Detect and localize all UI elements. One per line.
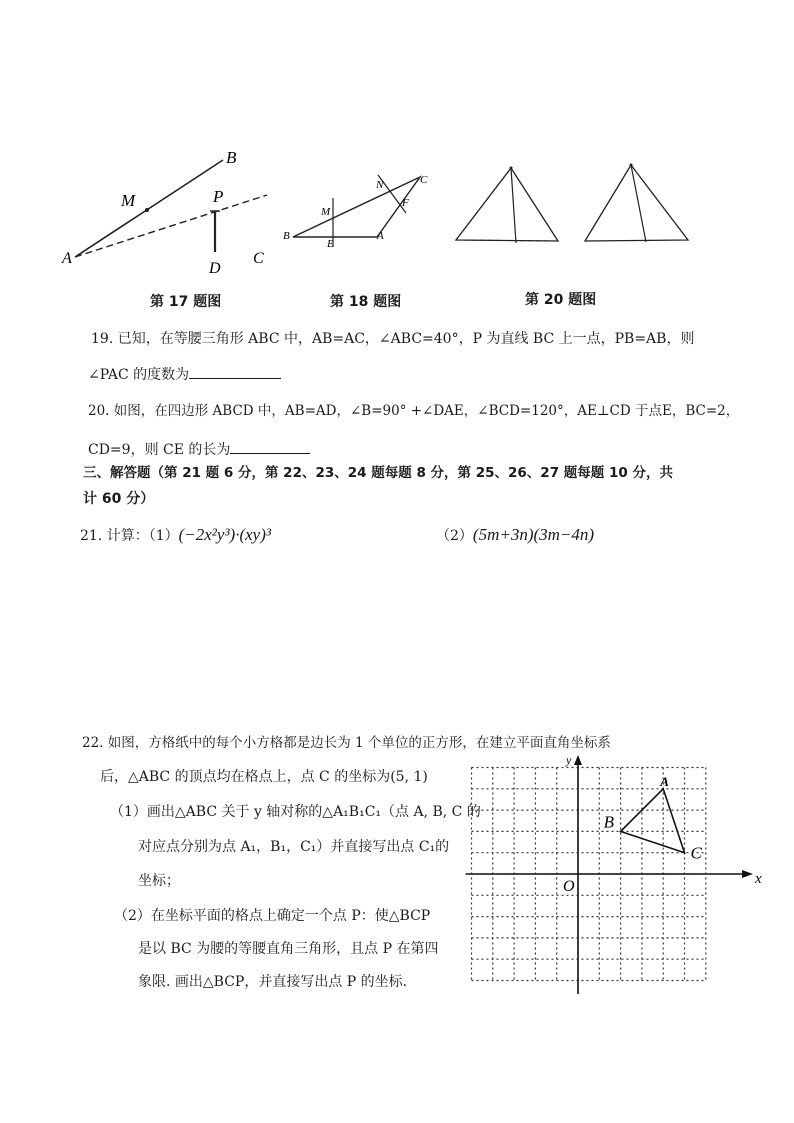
right-triangle	[585, 165, 688, 241]
section-3-line2: 计 60 分）	[83, 491, 155, 507]
segment-AB	[75, 160, 223, 257]
x-axis-arrow	[742, 870, 753, 878]
vertex-dot	[510, 167, 513, 170]
figure-17-caption: 第 17 题图	[150, 294, 222, 310]
point-B-label: B	[603, 812, 614, 832]
q20-line2: CD=9，则 CE 的长为	[88, 442, 231, 458]
left-triangle	[456, 168, 558, 241]
point-C-label: C	[690, 843, 702, 863]
label-N: N	[376, 179, 384, 191]
q19-answer-blank[interactable]	[189, 366, 281, 379]
q22-part1-line2: 对应点分别为点 A₁，B₁，C₁）并直接写出点 C₁的	[138, 839, 450, 855]
label-M: M	[321, 206, 331, 218]
label-B: B	[283, 230, 290, 242]
q21-label-2: （2）	[436, 528, 473, 544]
y-axis-label: y	[566, 753, 572, 767]
q19-line2: ∠PAC 的度数为	[88, 367, 190, 383]
figure-17-diagram	[55, 140, 285, 275]
q21-prefix: 21. 计算：（1）	[80, 528, 179, 544]
q20-answer-blank[interactable]	[230, 441, 310, 454]
label-E: E	[327, 238, 334, 250]
triangle-ABC	[621, 789, 685, 853]
figure-18-diagram	[275, 165, 440, 250]
right-median	[631, 165, 646, 242]
label-C: C	[420, 174, 428, 186]
label-B: B	[226, 148, 237, 167]
origin-label: O	[563, 878, 575, 895]
q19-line2-wrap	[88, 366, 281, 384]
label-A: A	[377, 230, 384, 242]
q22-intro2: 后，△ABC 的顶点均在格点上，点 C 的坐标为(5, 1)	[100, 769, 428, 785]
q22-part2-line2: 是以 BC 为腰的等腰直角三角形，且点 P 在第四	[138, 941, 439, 957]
label-D: D	[209, 260, 221, 275]
axes	[466, 755, 754, 994]
coordinate-grid[interactable]	[465, 752, 765, 997]
point-A-label: A	[660, 773, 669, 789]
point-M	[145, 208, 149, 212]
q22-intro1: 22. 如图，方格纸中的每个小方格都是边长为 1 个单位的正方形，在建立平面直角坐标系	[82, 735, 611, 751]
q21-expression-1: (−2x²y³)·(xy)³	[178, 525, 271, 544]
vertex-dot	[630, 164, 633, 167]
q22-part2-line1: （2）在坐标平面的格点上确定一个点 P：使△BCP	[114, 908, 431, 924]
y-axis-arrow	[574, 755, 582, 765]
x-axis-label: x	[755, 871, 762, 887]
q22-part1-line3: 坐标；	[138, 873, 180, 889]
ray-AC-dashed	[75, 195, 267, 257]
label-M: M	[121, 191, 136, 210]
label-F: F	[402, 197, 409, 209]
q22-part2-line3: 象限. 画出△BCP，并直接写出点 P 的坐标.	[138, 974, 408, 990]
q21-part1	[80, 526, 271, 545]
q20-line1: 20. 如图，在四边形 ABCD 中，AB=AD，∠B=90° +∠DAE，∠BCD=120°，AE⊥CD 于点E，BC=2，	[88, 403, 740, 419]
q20-line2-wrap	[88, 441, 310, 459]
label-C: C	[253, 250, 264, 267]
figure-20-diagram	[448, 158, 698, 258]
q21-part2	[436, 526, 594, 545]
label-P: P	[213, 187, 224, 206]
q22-part1-line1: （1）画出△ABC 关于 y 轴对称的△A₁B₁C₁（点 A, B, C 的	[110, 804, 481, 820]
figure-18-caption: 第 18 题图	[330, 294, 402, 310]
q19-line1: 19. 已知，在等腰三角形 ABC 中，AB=AC，∠ABC=40°，P 为直线 BC 上一点，PB=AB，则	[91, 331, 695, 347]
figure-20-caption: 第 20 题图	[525, 292, 597, 308]
q21-expression-2: (5m+3n)(3m−4n)	[472, 525, 595, 544]
section-3-line1: 三、解答题（第 21 题 6 分，第 22、23、24 题每题 8 分，第 25、26、27 题每题 10 分，共	[83, 465, 673, 481]
label-A: A	[62, 250, 72, 267]
left-median	[511, 168, 516, 243]
